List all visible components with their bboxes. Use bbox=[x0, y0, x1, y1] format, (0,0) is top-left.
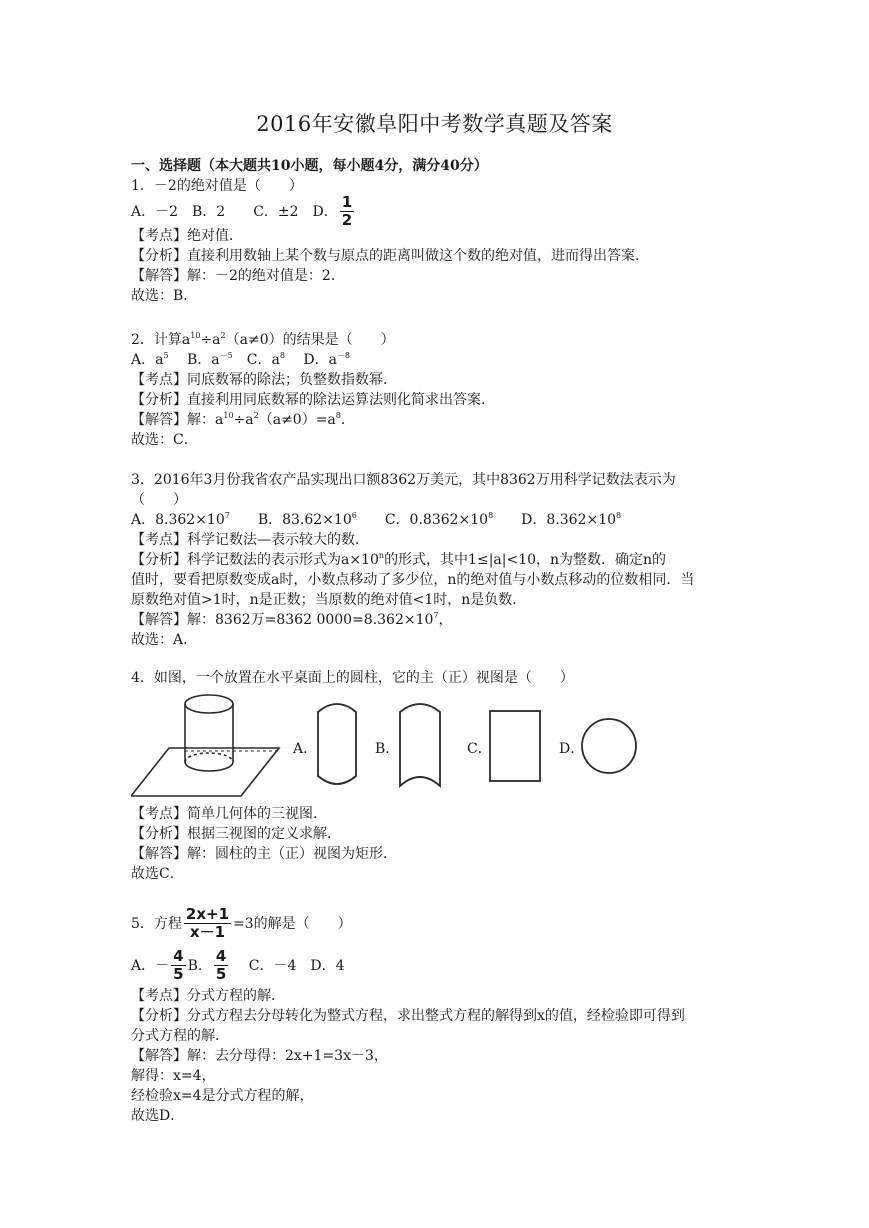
q2-stem bbox=[131, 330, 741, 350]
q5-stem-text: 5．方程 bbox=[131, 916, 182, 932]
q1-jieda: 【解答】解：－2的绝对值是：2． bbox=[131, 268, 345, 284]
q2-option-b: B．a bbox=[168, 352, 220, 368]
fraction-numerator: 4 bbox=[173, 946, 184, 965]
q4-figure-row bbox=[131, 690, 651, 810]
exponent: 8 bbox=[488, 511, 494, 520]
cylinder-diagram bbox=[131, 695, 279, 796]
q3-jieda-text: ， bbox=[438, 612, 453, 628]
q5-fenxi-line2: 分式方程的解． bbox=[131, 1028, 229, 1044]
q5-options bbox=[131, 944, 741, 986]
fraction-denominator: x－1 bbox=[189, 922, 226, 941]
exponent: 10 bbox=[223, 411, 234, 420]
q3-option-b: B．83.62×10 bbox=[229, 512, 352, 528]
q3-fenxi-line1 bbox=[131, 550, 741, 570]
exponent: 8 bbox=[279, 351, 285, 360]
q2-option-c: C．a bbox=[232, 352, 280, 368]
q2-option-a: A．a bbox=[131, 352, 164, 368]
q3-fenxi-line3: 原数绝对值>1时，n是正数；当原数的绝对值<1时，n是负数． bbox=[131, 592, 527, 608]
q3-options bbox=[131, 510, 741, 530]
option-b-label: B． bbox=[375, 741, 400, 757]
q3-fenxi-text: 的形式，其中1≤|a|<10，n为整数．确定n的 bbox=[384, 552, 667, 568]
q1-answer: 故选：B． bbox=[131, 288, 198, 304]
q3-jieda bbox=[131, 610, 741, 630]
q1-option-d-fraction bbox=[340, 194, 354, 229]
q5-option-b-fraction bbox=[214, 948, 228, 983]
q2-jieda-text: （a≠0）=a bbox=[258, 412, 336, 428]
q3-stem-line1: 3．2016年3月份我省农产品实现出口额8362万美元，其中8362万用科学记数法表示为 bbox=[131, 472, 676, 488]
q4-jieda: 【解答】解：圆柱的主（正）视图为矩形． bbox=[131, 846, 397, 862]
exponent: －8 bbox=[336, 351, 351, 360]
q5-step-1: 解得：x=4， bbox=[131, 1068, 216, 1084]
question-4 bbox=[131, 668, 741, 688]
question-3 bbox=[131, 470, 741, 650]
question-4-solution bbox=[131, 804, 741, 884]
option-c-label: C． bbox=[467, 741, 492, 757]
q1-kaodian: 【考点】绝对值． bbox=[131, 228, 243, 244]
q2-jieda-text: 【解答】解：a bbox=[131, 412, 224, 428]
q3-option-d: D．8.362×10 bbox=[493, 512, 617, 528]
q2-jieda bbox=[131, 410, 741, 430]
exponent: 8 bbox=[616, 511, 622, 520]
q5-options-rest: C．－4 D．4 bbox=[230, 958, 345, 974]
exponent: 2 bbox=[220, 331, 226, 340]
q2-jieda-text: ． bbox=[340, 412, 355, 428]
q1-options bbox=[131, 192, 741, 229]
fraction-numerator: 4 bbox=[215, 946, 227, 965]
question-5 bbox=[131, 902, 741, 1126]
q4-fenxi: 【分析】根据三视图的定义求解． bbox=[131, 826, 341, 842]
option-a-label: A． bbox=[293, 741, 318, 757]
fraction-denominator: 2 bbox=[341, 210, 353, 229]
q2-stem-text: （a≠0）的结果是（ ） bbox=[225, 332, 395, 348]
q4-stem: 4．如图，一个放置在水平桌面上的圆柱，它的主（正）视图是（ ） bbox=[131, 670, 574, 686]
exponent: n bbox=[378, 551, 385, 560]
q2-stem-text: ÷a bbox=[200, 332, 221, 348]
option-d-shape bbox=[582, 719, 636, 773]
q4-kaodian: 【考点】简单几何体的三视图． bbox=[131, 806, 327, 822]
q2-options bbox=[131, 350, 741, 370]
q5-option-a-fraction bbox=[171, 948, 185, 983]
q2-jieda-text: ÷a bbox=[233, 412, 254, 428]
q5-jieda: 【解答】解：去分母得：2x+1=3x－3， bbox=[131, 1048, 388, 1064]
exponent: 6 bbox=[351, 511, 357, 520]
q5-stem bbox=[131, 902, 741, 944]
page-title: 2016年安徽阜阳中考数学真题及答案 bbox=[256, 112, 613, 136]
q3-option-c: C．0.8362×10 bbox=[356, 512, 489, 528]
q2-answer: 故选：C． bbox=[131, 432, 198, 448]
section-heading: 一、选择题（本大题共10小题，每小题4分，满分40分） bbox=[131, 158, 488, 174]
q2-option-d: D．a bbox=[284, 352, 337, 368]
fraction-denominator: 5 bbox=[173, 964, 184, 983]
exponent: 5 bbox=[163, 351, 169, 360]
q3-fenxi-text: 【分析】科学记数法的表示形式为a×10 bbox=[131, 552, 379, 568]
question-2 bbox=[131, 330, 741, 450]
q5-option-b-text: B． bbox=[187, 958, 212, 974]
q2-fenxi: 【分析】直接利用同底数幂的除法运算法则化简求出答案． bbox=[131, 392, 495, 408]
exponent: －5 bbox=[219, 351, 233, 360]
q3-kaodian: 【考点】科学记数法—表示较大的数． bbox=[131, 532, 369, 548]
q1-stem: 1．－2的绝对值是（ ） bbox=[131, 178, 303, 194]
q5-kaodian: 【考点】分式方程的解． bbox=[131, 988, 285, 1004]
q5-step-2: 经检验x=4是分式方程的解， bbox=[131, 1088, 314, 1104]
q1-fenxi: 【分析】直接利用数轴上某个数与原点的距离叫做这个数的绝对值，进而得出答案． bbox=[131, 248, 649, 264]
q3-stem-line2: （ ） bbox=[131, 492, 187, 508]
option-a-shape bbox=[318, 704, 356, 784]
q3-jieda-text: 【解答】解：8362万=8362 0000=8.362×10 bbox=[131, 612, 434, 628]
fraction-denominator: 5 bbox=[215, 964, 227, 983]
q3-answer: 故选：A． bbox=[131, 632, 198, 648]
option-b-shape bbox=[400, 704, 440, 786]
q4-answer: 故选C． bbox=[131, 866, 184, 882]
q1-options-text: A．－2 B．2 C．±2 D． bbox=[131, 204, 338, 220]
q5-stem-text: =3的解是（ ） bbox=[233, 916, 352, 932]
q3-fenxi-line2: 值时，要看把原数变成a时，小数点移动了多少位，n的绝对值与小数点移动的位数相同．当 bbox=[131, 572, 695, 588]
exponent: 7 bbox=[224, 511, 230, 520]
option-c-shape bbox=[490, 711, 540, 781]
exponent: 10 bbox=[190, 331, 201, 340]
fraction-numerator: 2x+1 bbox=[185, 904, 230, 923]
q5-equation-fraction bbox=[184, 906, 231, 941]
exponent: 2 bbox=[253, 411, 259, 420]
exponent: 7 bbox=[433, 611, 439, 620]
q5-answer: 故选D． bbox=[131, 1108, 185, 1124]
option-d-label: D． bbox=[559, 741, 585, 757]
q2-stem-text: 2．计算a bbox=[131, 332, 191, 348]
exponent: 8 bbox=[335, 411, 341, 420]
fraction-numerator: 1 bbox=[341, 192, 353, 211]
q5-option-a-text: A．－ bbox=[131, 958, 170, 974]
q3-option-a: A．8.362×10 bbox=[131, 512, 225, 528]
question-1 bbox=[131, 156, 741, 306]
q2-kaodian: 【考点】同底数幂的除法；负整数指数幂． bbox=[131, 372, 397, 388]
q5-fenxi-line1: 【分析】分式方程去分母转化为整式方程，求出整式方程的解得到x的值，经检验即可得到 bbox=[131, 1008, 685, 1024]
